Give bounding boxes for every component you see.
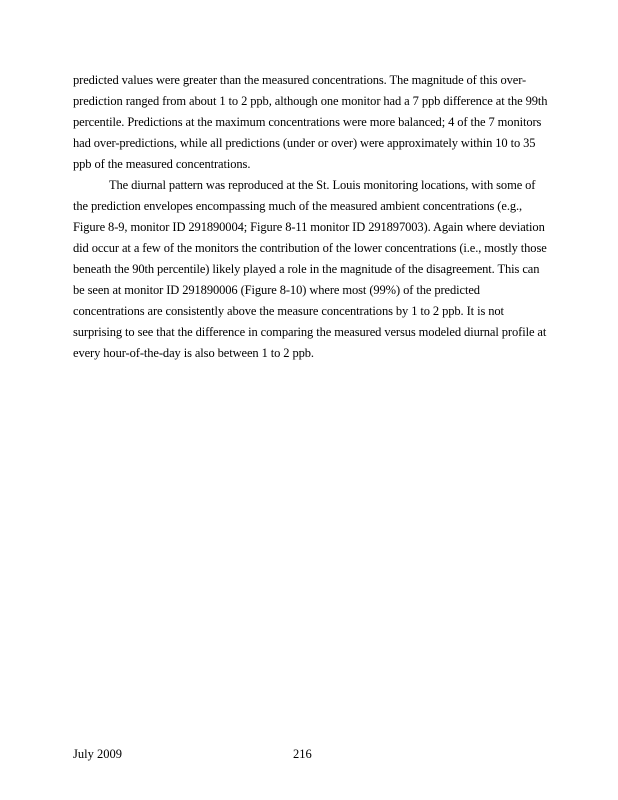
paragraph-line: percentile. Predictions at the maximum concentrations were more balanced; 4 of the 7 monitors — [73, 115, 542, 129]
footer-page-number: 216 — [293, 747, 312, 761]
paragraph-line: The diurnal pattern was reproduced at the St. Louis monitoring locations, with some of — [109, 178, 536, 192]
footer-date: July 2009 — [73, 747, 122, 761]
paragraph-line: surprising to see that the difference in comparing the measured versus modeled diurnal profile at — [73, 325, 547, 339]
paragraph-line: predicted values were greater than the measured concentrations. The magnitude of this over- — [73, 73, 527, 87]
paragraph-line: Figure 8-9, monitor ID 291890004; Figure 8-11 monitor ID 291897003). Again where deviation — [73, 220, 545, 234]
paragraph-line: be seen at monitor ID 291890006 (Figure 8-10) where most (99%) of the predicted — [73, 283, 480, 297]
paragraph-line: the prediction envelopes encompassing much of the measured ambient concentrations (e.g., — [73, 199, 523, 213]
paragraph-line: every hour-of-the-day is also between 1 to 2 ppb. — [73, 346, 314, 360]
paragraph-line: concentrations are consistently above the measure concentrations by 1 to 2 ppb. It is not — [73, 304, 504, 318]
paragraph-line: ppb of the measured concentrations. — [73, 157, 251, 171]
paragraph-line: prediction ranged from about 1 to 2 ppb, although one monitor had a 7 ppb difference at the 99th — [73, 94, 548, 108]
paragraph-line: did occur at a few of the monitors the contribution of the lower concentrations (i.e., mostly those — [73, 241, 547, 255]
paragraph-line: had over-predictions, while all predictions (under or over) were approximately within 10 to 35 — [73, 136, 536, 150]
paragraph-line: beneath the 90th percentile) likely played a role in the magnitude of the disagreement. This can — [73, 262, 540, 276]
